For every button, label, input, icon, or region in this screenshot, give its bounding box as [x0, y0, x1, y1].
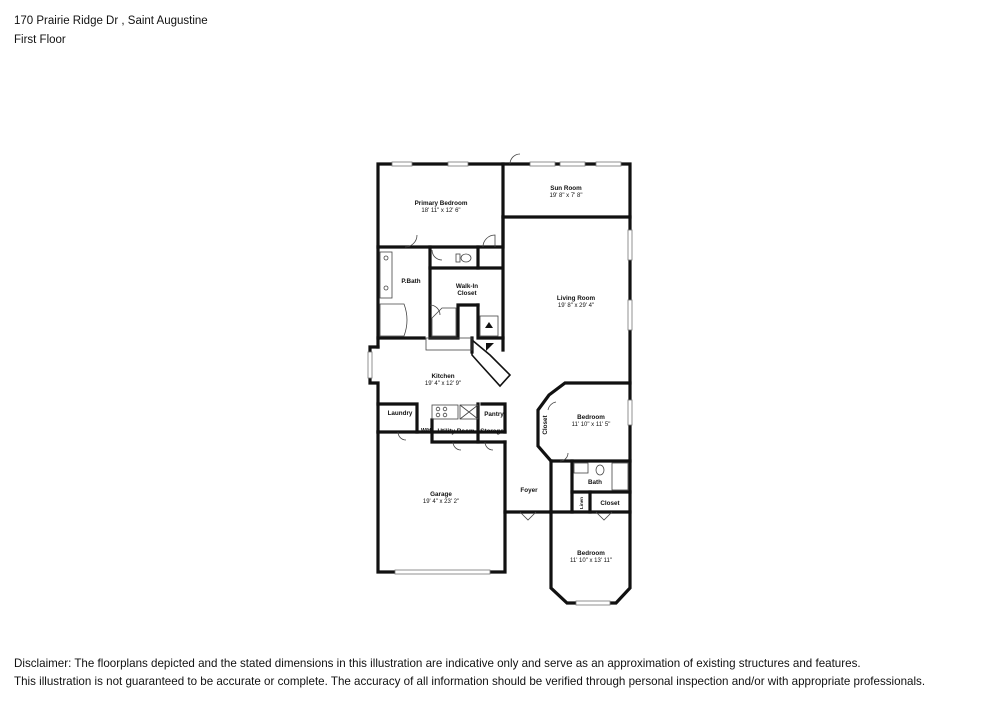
- room-living-room-name: Living Room: [556, 295, 596, 302]
- room-storage-name: Storage: [480, 428, 504, 435]
- room-sun-room-name: Sun Room: [550, 185, 582, 192]
- room-utility-room-name: Utility Room: [437, 428, 475, 435]
- room-sun-room-dims: 19' 8" x 7' 8": [549, 193, 583, 199]
- room-primary-bedroom-name: Primary Bedroom: [414, 200, 468, 207]
- room-p-bath-name: P.Bath: [401, 278, 421, 285]
- room-bedroom-2-name: Bedroom: [577, 550, 605, 557]
- room-wh-name: W/H: [420, 428, 432, 434]
- room-bedroom-2-dims: 11' 10" x 13' 11": [569, 558, 613, 564]
- room-walk-in-closet-line2: Closet: [457, 290, 477, 297]
- room-pantry-name: Pantry: [484, 411, 504, 418]
- disclaimer-line-2: This illustration is not guaranteed to be accurate or complete. The accuracy of all information should be verified through personal inspection and/or with appropriate professionals.: [14, 675, 926, 688]
- room-kitchen-dims: 19' 4" x 12' 9": [424, 381, 462, 387]
- floor-label: First Floor: [14, 34, 66, 46]
- room-primary-bedroom-dims: 18' 11" x 12' 6": [421, 208, 461, 214]
- disclaimer-line-1: Disclaimer: The floorplans depicted and the stated dimensions in this illustration are indicative only and serve as an approximation of existing structures and features.: [14, 657, 861, 670]
- room-foyer-name: Foyer: [520, 487, 538, 494]
- room-bath-name: Bath: [588, 479, 602, 486]
- room-linen-name: Linen: [579, 497, 584, 509]
- walls: [370, 164, 630, 603]
- room-bedroom-1-dims: 11' 10" x 11' 5": [571, 422, 611, 428]
- room-bedroom-1-name: Bedroom: [577, 414, 605, 421]
- room-closet-1-name: Closet: [542, 415, 549, 435]
- property-address: 170 Prairie Ridge Dr , Saint Augustine: [14, 15, 208, 27]
- room-walk-in-closet-line1: Walk-In: [455, 283, 479, 290]
- room-laundry-name: Laundry: [387, 410, 413, 417]
- room-kitchen-name: Kitchen: [431, 373, 455, 380]
- room-garage-name: Garage: [430, 491, 452, 498]
- room-garage-dims: 19' 4" x 23' 2": [422, 499, 460, 505]
- room-living-room-dims: 19' 8" x 29' 4": [557, 303, 595, 309]
- room-closet-2-name: Closet: [600, 500, 620, 507]
